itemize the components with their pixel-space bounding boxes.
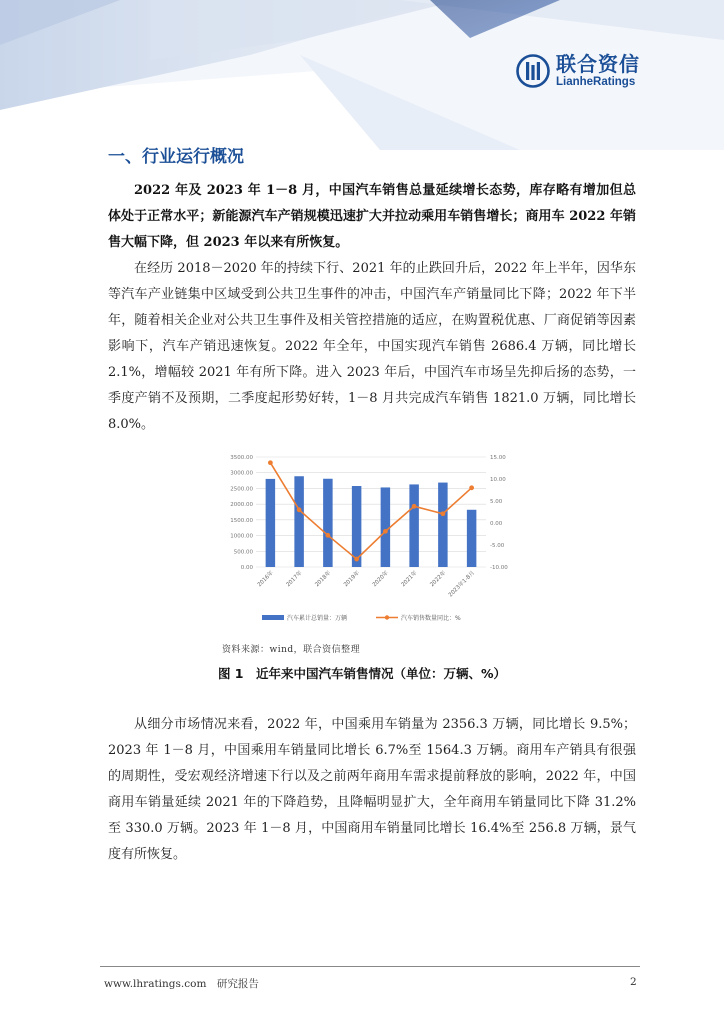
right-tick-label: 0.00	[490, 521, 503, 527]
sales-chart	[220, 445, 522, 635]
body-paragraph-2: 从细分市场情况来看，2022 年，中国乘用车销量为 2356.3 万辆，同比增长 9.5%；2023 年 1－8 月，中国乘用车销量同比增长 6.7%至 1564.3 万辆。商用车产销具有很强的周期性，受宏观经济增速下行以及之前两年商用车需求提前释放的影响，2022 年，中国商用车销量延续 2021 年的下降趋势，且降幅明显扩大，全年商用车销量同比下降 31.2%至 330.0 万辆。2023 年 1－8 月，中国商用车销量同比增长 16.4%至 256.8 万辆，景气度有所恢复。	[108, 717, 636, 862]
line-point	[440, 511, 445, 516]
line-point	[469, 485, 474, 490]
right-tick-label: 15.00	[490, 455, 506, 461]
left-tick-label: 2000.00	[230, 502, 253, 509]
legend-bar-label: 汽车累计总销量：万辆	[287, 615, 348, 622]
legend-bar-swatch	[262, 615, 284, 620]
line-point	[325, 533, 330, 538]
left-tick-label: 0.00	[240, 565, 253, 571]
bar	[294, 476, 303, 567]
bar	[323, 479, 332, 567]
company-logo	[516, 54, 640, 89]
line-point	[268, 460, 273, 465]
summary-paragraph: 2022 年及 2023 年 1－8 月，中国汽车销售总量延续增长态势，库存略有增加但总体处于正常水平；新能源汽车产销规模迅速扩大并拉动乘用车销售增长；商用车 2022 年销售大幅下降，但 2023 年以来有所恢复。	[108, 183, 636, 250]
category-label: 2021年	[400, 570, 419, 589]
bar	[409, 484, 418, 567]
category-label: 2017年	[285, 570, 304, 589]
category-label: 2016年	[256, 570, 275, 589]
category-label: 2022年	[429, 570, 448, 589]
category-label: 2023年1-8月	[447, 570, 477, 599]
left-tick-label: 1000.00	[230, 533, 253, 540]
line-point	[297, 507, 302, 512]
footer-divider	[100, 966, 640, 967]
sales-chart-svg	[220, 445, 522, 635]
category-label: 2020年	[371, 570, 390, 589]
footer-website: www.lhratings.com 研究报告	[104, 978, 259, 990]
bar	[266, 479, 275, 567]
page-number: 2	[630, 976, 637, 988]
logo-chinese-name: 联合资信	[556, 52, 640, 76]
legend-line-label: 汽车销售数量同比：%	[401, 615, 461, 622]
right-tick-label: 5.00	[490, 499, 503, 505]
right-tick-label: -10.00	[490, 565, 508, 571]
logo-english-name: LianheRatings	[556, 76, 636, 88]
line-point	[412, 504, 417, 509]
bar	[467, 510, 476, 567]
right-tick-label: -5.00	[490, 543, 505, 549]
figure-source: 资料来源：wind，联合资信整理	[222, 645, 361, 655]
figure-caption: 图 1 近年来中国汽车销售情况（单位：万辆、%）	[217, 666, 507, 681]
body-paragraph-1: 在经历 2018－2020 年的持续下行、2021 年的止跌回升后，2022 年上半年，因华东等汽车产业链集中区域受到公共卫生事件的冲击，中国汽车产销量同比下降；2022 年下半年，随着相关企业对公共卫生事件及相关管控措施的适应，在购置税优惠、厂商促销等因素影响下，汽车产销迅速恢复。2022 年全年，中国实现汽车销售 2686.4 万辆，同比增长 2.1%，增幅较 2021 年有所下降。进入 2023 年后，中国汽车市场呈先抑后扬的态势，一季度产销不及预期，二季度起形势好转，1－8 月共完成汽车销售 1821.0 万辆，同比增长 8.0%。	[108, 261, 636, 432]
left-tick-label: 3000.00	[230, 470, 253, 477]
section-title: 一、行业运行概况	[108, 147, 244, 167]
category-label: 2018年	[314, 570, 333, 589]
left-tick-label: 3500.00	[230, 455, 253, 461]
left-tick-label: 500.00	[233, 549, 253, 556]
line-point	[383, 529, 388, 534]
left-tick-label: 1500.00	[230, 517, 253, 524]
category-label: 2019年	[343, 570, 362, 589]
legend-line-marker	[385, 615, 389, 619]
bar	[438, 483, 447, 567]
bar	[381, 487, 390, 567]
line-point	[354, 557, 359, 562]
right-tick-label: 10.00	[490, 477, 506, 483]
left-tick-label: 2500.00	[230, 486, 253, 493]
lh-logo-icon	[516, 54, 550, 88]
